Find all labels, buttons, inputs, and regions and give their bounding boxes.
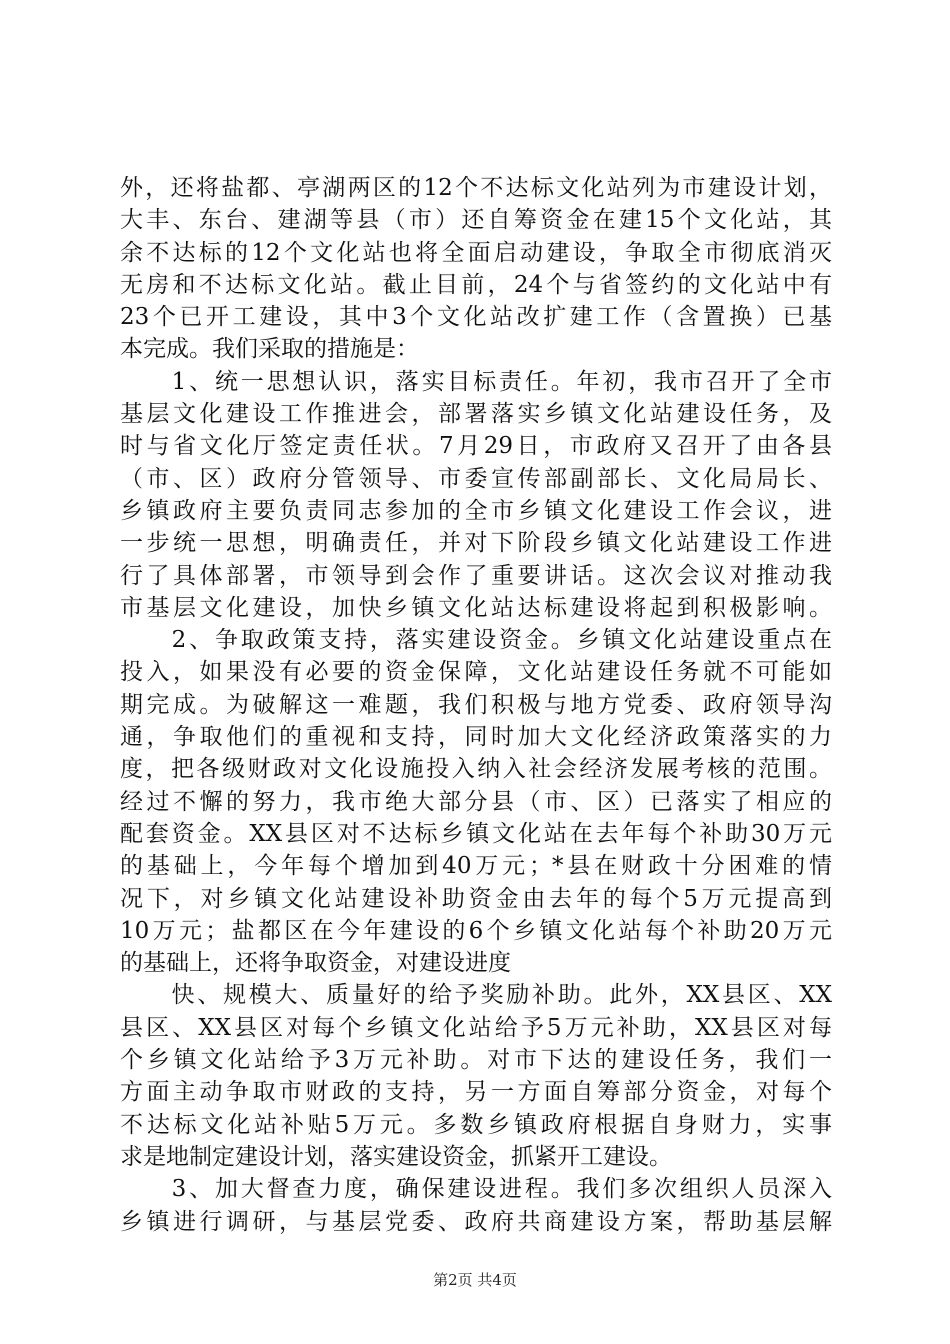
text-line: 时与省文化厅签定责任状。7月29日，市政府又召开了由各县 bbox=[120, 433, 832, 460]
text-line: 无房和不达标文化站。截止目前，24个与省签约的文化站中有 bbox=[120, 271, 832, 298]
text-line: 况下，对乡镇文化站建设补助资金由去年的每个5万元提高到 bbox=[120, 885, 832, 912]
text-line: 1、统一思想认识，落实目标责任。年初，我市召开了全市 bbox=[120, 368, 832, 395]
text-line: 度，把各级财政对文化设施投入纳入社会经济发展考核的范围。 bbox=[120, 756, 832, 783]
text-line: 余不达标的12个文化站也将全面启动建设，争取全市彻底消灭 bbox=[120, 239, 832, 266]
text-line: 快、规模大、质量好的给予奖励补助。此外，XX县区、XX bbox=[120, 982, 832, 1009]
text-line: 通，争取他们的重视和支持，同时加大文化经济政策落实的力 bbox=[120, 724, 832, 751]
text-line: 的基础上，还将争取资金，对建设进度 bbox=[120, 950, 511, 977]
text-line: 大丰、东台、建湖等县（市）还自筹资金在建15个文化站，其 bbox=[120, 207, 832, 234]
text-line: （市、区）政府分管领导、市委宣传部副部长、文化局局长、 bbox=[120, 465, 832, 492]
text-line: 投入，如果没有必要的资金保障，文化站建设任务就不可能如 bbox=[120, 659, 832, 686]
text-line: 23个已开工建设，其中3个文化站改扩建工作（含置换）已基 bbox=[120, 304, 832, 331]
text-line: 基层文化建设工作推进会，部署落实乡镇文化站建设任务，及 bbox=[120, 401, 832, 428]
page-footer: 第2页 共4页 bbox=[433, 1271, 517, 1289]
text-line: 经过不懈的努力，我市绝大部分县（市、区）已落实了相应的 bbox=[120, 788, 832, 815]
text-line: 乡镇政府主要负责同志参加的全市乡镇文化建设工作会议，进 bbox=[120, 497, 832, 524]
text-line: 乡镇进行调研，与基层党委、政府共商建设方案，帮助基层解 bbox=[120, 1208, 832, 1235]
text-line: 一步统一思想，明确责任，并对下阶段乡镇文化站建设工作进 bbox=[120, 530, 832, 557]
text-line: 配套资金。XX县区对不达标乡镇文化站在去年每个补助30万元 bbox=[120, 820, 832, 847]
text-line: 市基层文化建设，加快乡镇文化站达标建设将起到积极影响。 bbox=[120, 594, 832, 621]
text-line: 求是地制定建设计划，落实建设资金，抓紧开工建设。 bbox=[120, 1143, 672, 1170]
text-line: 县区、XX县区对每个乡镇文化站给予5万元补助，XX县区对每 bbox=[120, 1014, 832, 1041]
body-text bbox=[120, 172, 832, 1238]
text-line: 本完成。我们采取的措施是： bbox=[120, 336, 419, 363]
text-line: 3、加大督查力度，确保建设进程。我们多次组织人员深入 bbox=[120, 1176, 832, 1203]
text-line: 期完成。为破解这一难题，我们积极与地方党委、政府领导沟 bbox=[120, 691, 832, 718]
text-line: 的基础上，今年每个增加到40万元；*县在财政十分困难的情 bbox=[120, 853, 832, 880]
text-line: 外，还将盐都、亭湖两区的12个不达标文化站列为市建设计划， bbox=[120, 175, 832, 201]
text-line: 方面主动争取市财政的支持，另一方面自筹部分资金，对每个 bbox=[120, 1079, 832, 1106]
text-line: 不达标文化站补贴5万元。多数乡镇政府根据自身财力，实事 bbox=[120, 1111, 832, 1138]
text-line: 个乡镇文化站给予3万元补助。对市下达的建设任务，我们一 bbox=[120, 1047, 832, 1074]
text-line: 行了具体部署，市领导到会作了重要讲话。这次会议对推动我 bbox=[120, 562, 832, 589]
text-line: 2、争取政策支持，落实建设资金。乡镇文化站建设重点在 bbox=[120, 627, 832, 654]
text-line: 10万元；盐都区在今年建设的6个乡镇文化站每个补助20万元 bbox=[120, 917, 832, 944]
